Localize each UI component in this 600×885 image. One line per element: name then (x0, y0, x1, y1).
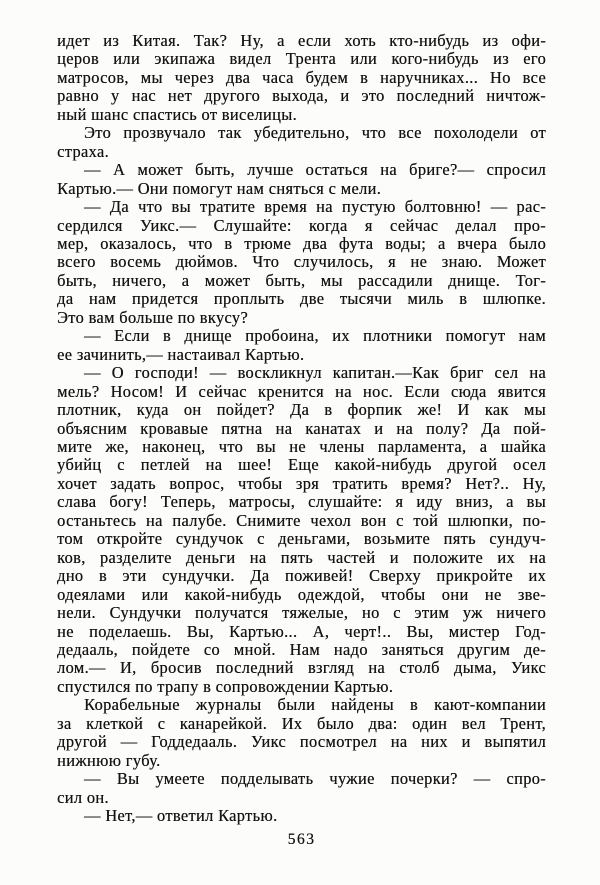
text-line: том откройте сундучок с деньгами, возьмите пять сундуч- (57, 529, 546, 549)
text-line: мите же, наконец, что вы не члены парламента, а шайка (57, 436, 546, 456)
text-line: быть, ничего, а может быть, мы рассадили днище. Тог- (57, 270, 546, 290)
text-line: нели. Сундучки получатся тяжелые, но с этим уж ничего (57, 603, 546, 623)
text-line: мер, оказалось, что в трюме два фута воды; а вчера было (57, 233, 546, 253)
text-line: Картью.— Они помогут нам сняться с мели. (57, 178, 382, 198)
text-line: — А может быть, лучше остаться на бриге?— спросил (84, 160, 546, 180)
text-line: — Если в днище пробоина, их плотники помогут нам (84, 326, 546, 346)
text-line: ее зачинить,— настаивал Картью. (57, 344, 305, 364)
text-line: сил он. (57, 787, 109, 807)
text-line: слава богу! Теперь, матросы, слушайте: я иду вниз, а вы (57, 492, 546, 512)
text-line: сердился Уикс.— Слушайте: когда я сейчас делал про- (57, 215, 546, 235)
text-line: убийц с петлей на шее! Еще какой-нибудь другой осел (57, 455, 546, 475)
page-text (57, 32, 546, 825)
text-line: — Нет,— ответил Картью. (84, 806, 278, 826)
text-line: равно у нас нет другого выхода, и это последний ничтож- (57, 86, 546, 106)
text-line: объясним кровавые пятна на канатах и на полу? Да пой- (57, 418, 546, 438)
text-line: ков, разделите деньги на пять частей и положите их на (57, 547, 546, 567)
text-line: лом.— И, бросив последний взгляд на столб дыма, Уикс (57, 658, 546, 678)
text-line: одеялами или какой-нибудь одеждой, чтобы они не зве- (57, 584, 546, 604)
text-line: да нам придется проплыть две тысячи миль в шлюпке. (57, 289, 546, 309)
text-line: церов или экипажа видел Трента или кого-нибудь из его (57, 49, 546, 69)
text-line: — О господи! — воскликнул капитан.—Как бриг сел на (84, 363, 546, 383)
text-line: Корабельные журналы были найдены в кают-компании (84, 695, 546, 715)
text-line: дедааль, пойдете со мной. Нам надо заняться другим де- (57, 639, 546, 659)
text-line: — Вы умеете подделывать чужие почерки? — спро- (84, 769, 546, 789)
text-line: плотник, куда он пойдет? Да в форпик же! И как мы (57, 400, 546, 420)
text-line: не поделаешь. Вы, Картью... А, черт!.. Вы, мистер Год- (57, 621, 546, 641)
text-line: Это прозвучало так убедительно, что все похолодели от (84, 123, 546, 143)
text-line: матросов, мы через два часа будем в наручниках... Но все (57, 67, 546, 87)
text-line: — Да что вы тратите время на пустую болтовню! — рас- (84, 197, 546, 217)
text-line: за клеткой с канарейкой. Их было два: один вел Трент, (57, 713, 546, 733)
text-line: идет из Китая. Так? Ну, а если хоть кто-нибудь из офи- (57, 31, 546, 50)
text-line: всего восемь дюймов. Что случилось, я не знаю. Может (57, 252, 546, 272)
text-line: ный шанс спастись от виселицы. (57, 104, 297, 124)
text-line: дно в эти сундучки. Да поживей! Сверху прикройте их (57, 566, 546, 586)
page-number: 563 (287, 831, 316, 848)
text-line: останьтесь на палубе. Снимите чехол вон с той шлюпки, по- (57, 510, 546, 530)
text-line: спустился по трапу в сопровождении Картью. (57, 676, 394, 696)
text-line: нижнюю губу. (57, 750, 161, 770)
text-line: Это вам больше по вкусу? (57, 307, 248, 327)
text-line: мель? Носом! И сейчас кренится на нос. Если сюда явится (57, 381, 546, 401)
text-line: страха. (57, 141, 109, 161)
text-line: хочет задать вопрос, чтобы зря тратить время? Нет?.. Ну, (57, 473, 546, 493)
text-line: другой — Годдедааль. Уикс посмотрел на них и выпятил (57, 732, 546, 752)
